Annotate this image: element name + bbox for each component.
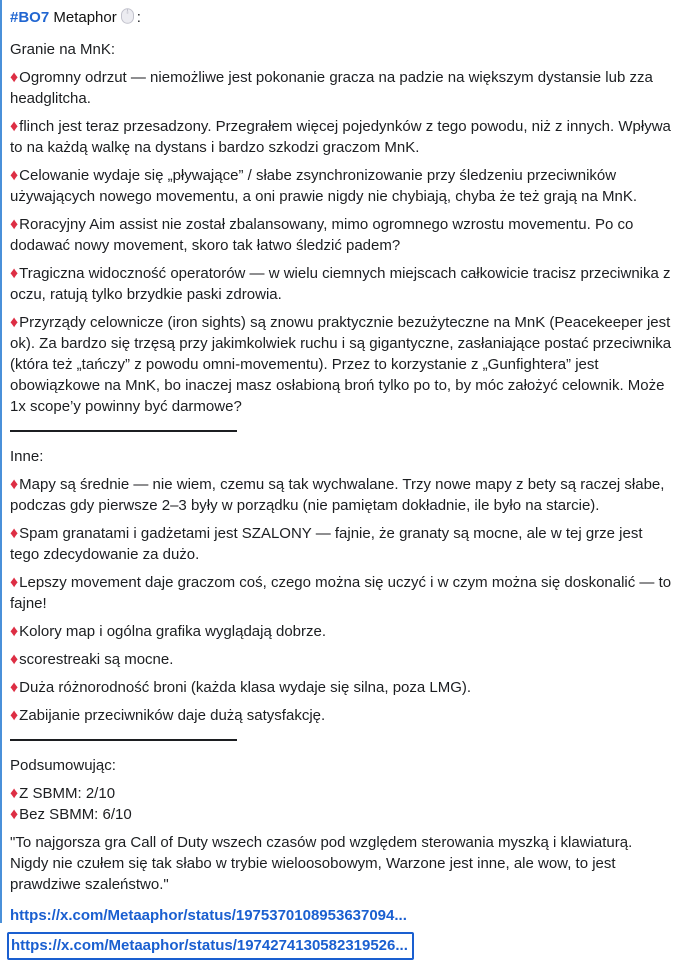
inne-bullet: ♦Spam granatami i gadżetami jest SZALONY — fajnie, że granaty są mocne, ale w tej grze jest tego zdecydowanie za dużo. [10,525,643,563]
inne-bullet: ♦Kolory map i ogólna grafika wyglądają dobrze. [10,623,327,640]
summary-bullet [10,804,672,825]
red-diamond-icon: ♦ [10,167,19,184]
inne-bullet: ♦scorestreaki są mocne. [10,651,174,668]
computer-mouse-icon [120,8,135,30]
red-diamond-icon: ♦ [10,476,19,493]
mnk-bullet: ♦Przyrządy celownicze (iron sights) są znowu praktycznie bezużyteczne na MnK (Peacekeeper jest ok). Za bardzo się trzęsą przy jakimkolwiek ruchu i są gigantyczne, zasłaniające postać przeciwnika (która też „tańczy” z powodu omni-movementu). Przez to korzystanie z „Gunfightera” jest obowiązkowe na MnK, bo inaczej masz osłabioną broń tylko po to, by móc założyć celownik. Może 1x scope’y powinny być darmowe? [10,314,672,415]
red-diamond-icon: ♦ [10,118,19,135]
summary-bullet [10,783,672,804]
left-edge-border [0,0,2,923]
rating-with-sbmm: Z SBMM: 2/10 [19,785,116,802]
red-diamond-icon: ♦ [10,525,19,542]
mnk-bullet: ♦Tragiczna widoczność operatorów — w wielu ciemnych miejscach całkowicie tracisz przeciwnika z oczu, ratują tylko brzydkie paski zdrowia. [10,265,671,303]
hashtag-link[interactable]: #BO7 [10,9,50,26]
rating-without-sbmm: Bez SBMM: 6/10 [19,806,132,823]
status-link-2[interactable]: https://x.com/Metaaphor/status/1974274130582319526... [11,937,408,954]
inne-bullet: ♦Zabijanie przeciwników daje dużą satysfakcję. [10,707,326,724]
header-colon: : [136,9,141,26]
inne-bullet: ♦Mapy są średnie — nie wiem, czemu są tak wychwalane. Trzy nowe mapy z bety są raczej słabe, podczas gdy pierwsze 2–3 były w porządku (nie pamiętam dokładnie, ile było na starcie). [10,476,665,514]
inne-bullet: ♦Lepszy movement daje graczom coś, czego można się uczyć i w czym można się doskonalić — to fajne! [10,574,672,612]
red-diamond-icon: ♦ [10,69,19,86]
closing-quote: "To najgorsza gra Call of Duty wszech czasów pod względem sterowania myszką i klawiaturą. Nigdy nie czułem się tak słabo w trybie wieloosobowym, Warzone jest inne, ale wow, to jest prawdziwe szaleństwo." [10,834,633,893]
link-focus-outline [7,932,414,960]
red-diamond-icon: ♦ [10,707,19,724]
red-diamond-icon: ♦ [10,651,19,668]
mnk-bullet: ♦Ogromny odrzut — niemożliwe jest pokonanie gracza na padzie na większym dystansie lub zza headglitcha. [10,69,653,107]
section-title-inne: Inne: [10,448,44,465]
red-diamond-icon: ♦ [10,806,19,823]
red-diamond-icon: ♦ [10,265,19,282]
mnk-bullet: ♦Celowanie wydaje się „pływające” / słabe zsynchronizowanie przy śledzeniu przeciwników używających nowego movementu, a oni prawie nigdy nie chybiają, chyba że też grają na MnK. [10,167,638,205]
mnk-bullet: ♦flinch jest teraz przesadzony. Przegrałem więcej pojedynków z tego powodu, niż z innych. Wpływa to na każdą walkę na dystans i bardzo szkodzi graczom MnK. [10,118,671,156]
red-diamond-icon: ♦ [10,314,19,331]
red-diamond-icon: ♦ [10,574,19,591]
post-header [10,7,672,30]
summary-ratings [10,783,672,825]
section-divider [10,430,237,432]
section-divider [10,739,237,741]
author-name: Metaphor [53,9,117,26]
inne-bullet: ♦Duża różnorodność broni (każda klasa wydaje się silna, poza LMG). [10,679,472,696]
red-diamond-icon: ♦ [10,623,19,640]
red-diamond-icon: ♦ [10,216,19,233]
mnk-bullet: ♦Roracyjny Aim assist nie został zbalansowany, mimo ogromnego wzrostu movementu. Po co dodawać nowy movement, skoro tak łatwo śledzić padem? [10,216,634,254]
status-link-1[interactable]: https://x.com/Metaaphor/status/1975370108953637094... [10,907,407,924]
red-diamond-icon: ♦ [10,785,19,802]
section-title-summary: Podsumowując: [10,757,116,774]
section-title-mnk: Granie na MnK: [10,41,116,58]
red-diamond-icon: ♦ [10,679,19,696]
link-row [10,932,672,960]
